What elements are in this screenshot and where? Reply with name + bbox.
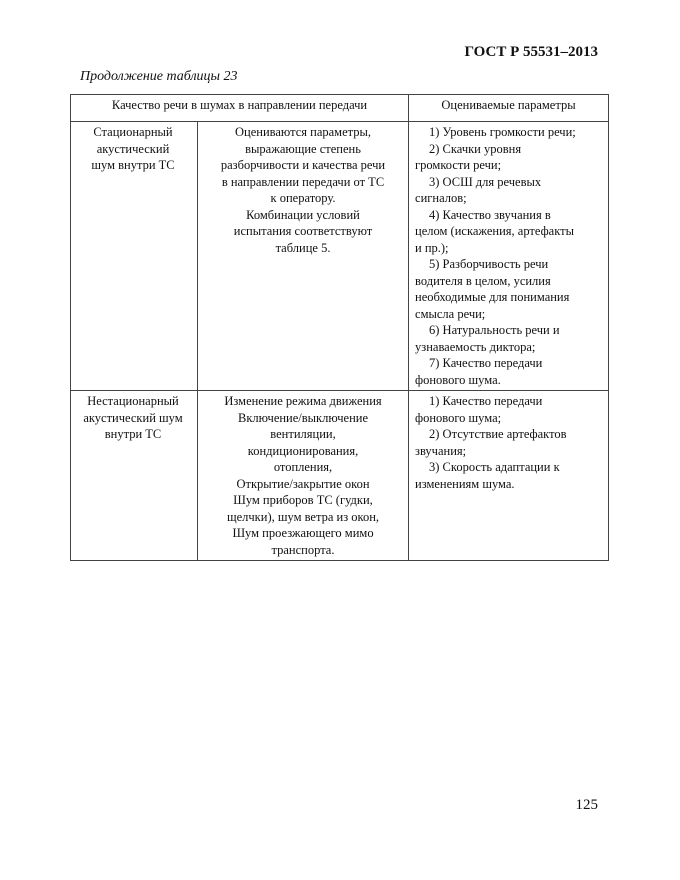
parameter-line [415, 207, 604, 224]
parameter-line [415, 174, 604, 191]
parameter-line: звучания; [415, 443, 467, 458]
parameter-line [415, 322, 604, 339]
description-line: разборчивости и качества речи [220, 158, 386, 172]
description-line: испытания соответствуют [233, 224, 373, 238]
description-line: Шум проезжающего мимо [232, 526, 374, 540]
description-line: Комбинации условий [246, 207, 360, 222]
description-line: кондиционирования, [247, 443, 359, 458]
description-line: Открытие/закрытие окон [236, 476, 370, 491]
description-line: Включение/выключение [238, 410, 368, 425]
parameter-line: фонового шума; [415, 410, 502, 425]
parameter-line: необходимые для понимания [415, 290, 570, 304]
description-line: таблице 5. [275, 240, 331, 255]
parameter-line [415, 355, 604, 372]
description-cell [198, 122, 409, 391]
parameters-table [70, 94, 609, 561]
header-speech-quality: Качество речи в шумах в направлении передачи [71, 95, 409, 122]
parameter-line: сигналов; [415, 191, 467, 205]
description-line: выражающие степень [245, 141, 361, 156]
parameters-cell [409, 122, 609, 391]
document-code: ГОСТ Р 55531–2013 [464, 44, 598, 60]
noise-condition-cell [71, 391, 198, 561]
parameter-line [415, 141, 604, 158]
condition-line: шум внутри ТС [91, 158, 175, 172]
parameter-line: узнаваемость диктора; [415, 339, 536, 354]
condition-line: акустический шум [83, 410, 183, 425]
table-continuation-caption: Продолжение таблицы 23 [80, 69, 238, 84]
table-row [71, 122, 609, 391]
description-line: щелчки), шум ветра из окон, [226, 509, 380, 524]
parameter-line [415, 256, 604, 273]
table-row [71, 391, 609, 561]
parameter-line: громкости речи; [415, 158, 502, 172]
table-header-row [71, 95, 609, 122]
noise-condition-cell [71, 122, 198, 391]
condition-line: внутри ТС [104, 427, 162, 441]
parameter-item-start: 2) Отсутствие артефактов [429, 427, 567, 441]
description-line: в направлении передачи от ТС [221, 174, 385, 189]
parameter-item-start: 7) Качество передачи [429, 356, 543, 370]
description-line: Изменение режима движения [224, 394, 382, 408]
parameters-cell [409, 391, 609, 561]
header-evaluated-params: Оцениваемые параметры [409, 95, 609, 122]
parameter-line [415, 459, 604, 476]
parameter-item-start: 1) Уровень громкости речи; [429, 125, 576, 139]
parameter-line: целом (искажения, артефакты [415, 224, 574, 238]
description-cell [198, 391, 409, 561]
parameter-line: фонового шума. [415, 372, 501, 387]
description-line: отопления, [273, 460, 333, 474]
description-line: Шум приборов ТС (гудки, [233, 493, 373, 507]
condition-line: Стационарный [93, 125, 173, 139]
parameter-line: смысла речи; [415, 306, 486, 321]
parameter-item-start: 3) ОСШ для речевых [429, 174, 542, 189]
description-line: Оцениваются параметры, [234, 125, 372, 139]
parameter-line: изменениям шума. [415, 476, 515, 491]
description-line: вентиляции, [270, 427, 336, 441]
parameter-item-start: 6) Натуральность речи и [429, 323, 560, 337]
parameter-line: и пр.); [415, 240, 449, 255]
page-number: 125 [575, 797, 598, 813]
parameter-item-start: 2) Скачки уровня [429, 141, 522, 156]
parameter-item-start: 5) Разборчивость речи [429, 257, 549, 271]
condition-line: акустический [96, 141, 170, 156]
description-line: транспорта. [271, 542, 335, 557]
condition-line: Нестационарный [87, 394, 179, 408]
parameter-line: водителя в целом, усилия [415, 273, 551, 288]
parameter-item-start: 1) Качество передачи [429, 394, 543, 408]
parameter-line [415, 124, 604, 141]
parameter-item-start: 3) Скорость адаптации к [429, 460, 560, 474]
parameter-line [415, 426, 604, 443]
parameter-line [415, 393, 604, 410]
parameter-item-start: 4) Качество звучания в [429, 207, 551, 222]
description-line: к оператору. [270, 191, 336, 205]
